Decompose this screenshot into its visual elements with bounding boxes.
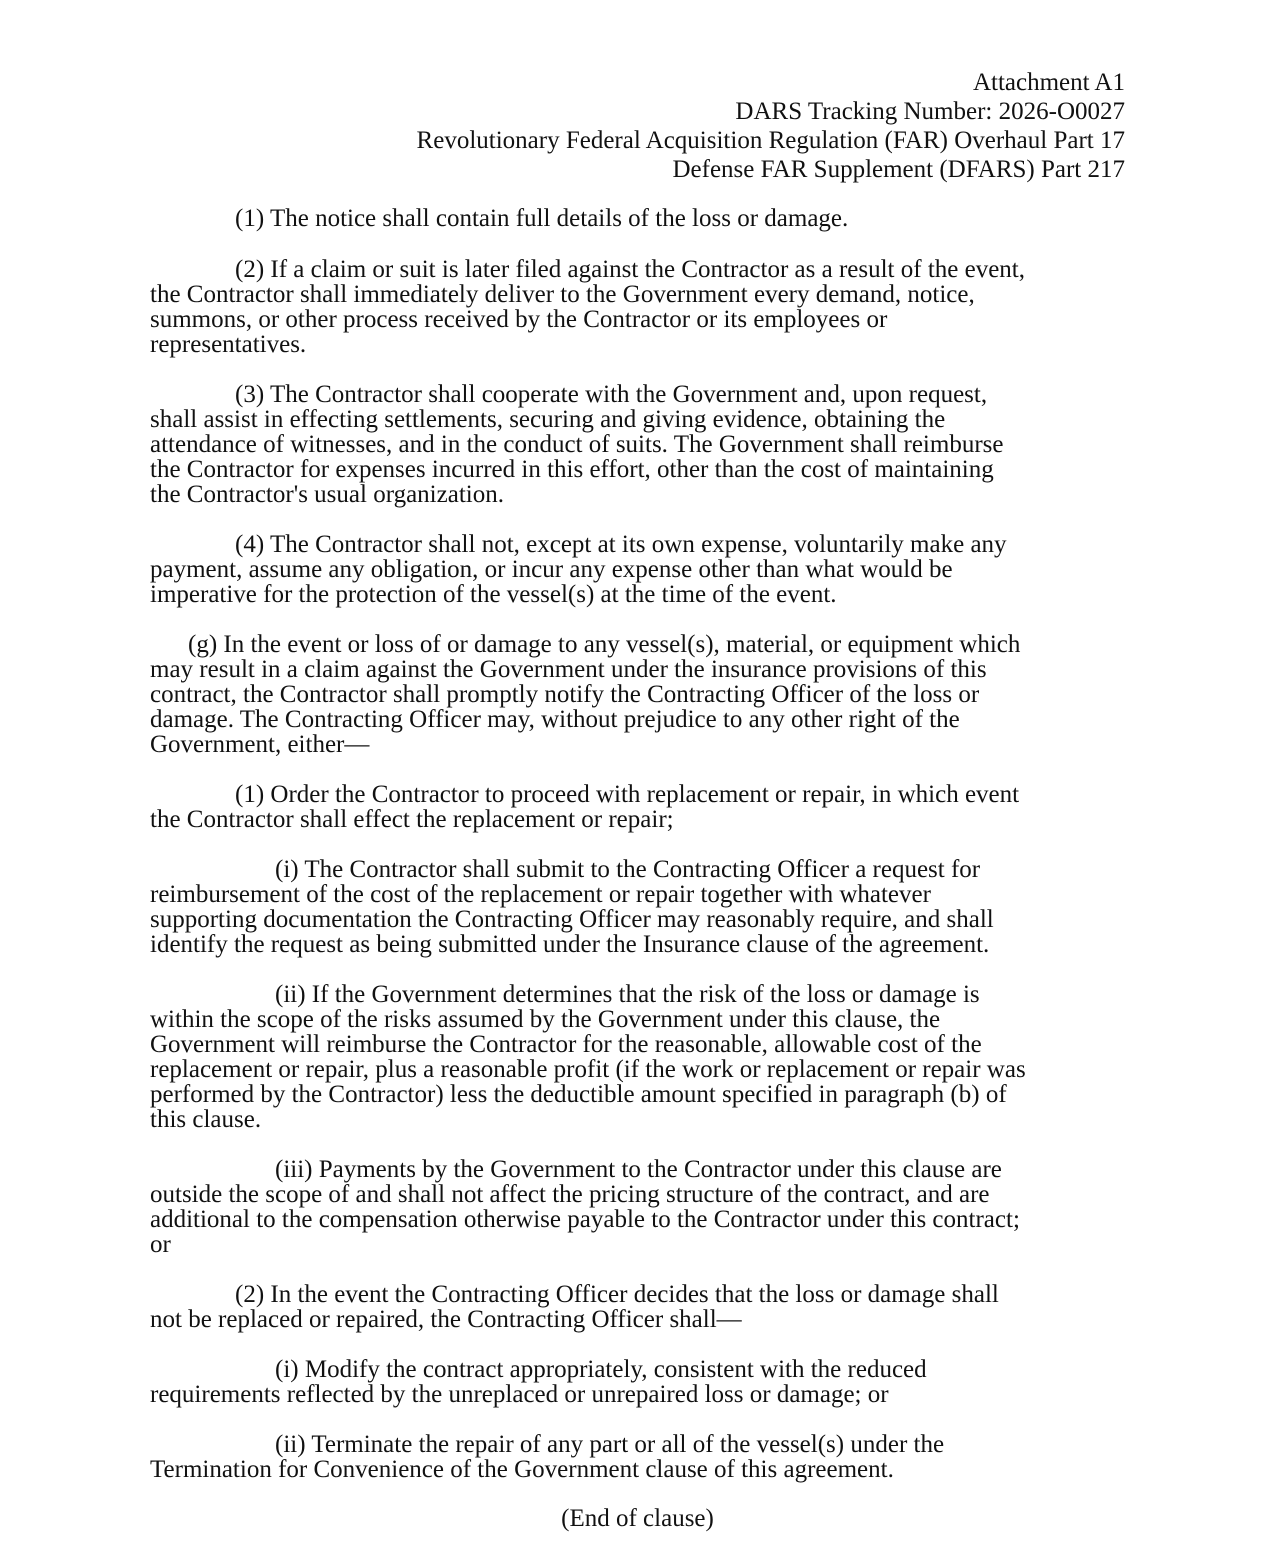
text-line: replacement or repair, plus a reasonable profit (if the work or replacement or repair was — [150, 1056, 1026, 1083]
paragraph-f-3 — [150, 382, 1130, 507]
text-line: (g) In the event or loss of or damage to any vessel(s), material, or equipment which — [188, 631, 1021, 658]
text-line: within the scope of the risks assumed by the Government under this clause, the — [150, 1006, 941, 1033]
text-line: damage. The Contracting Officer may, without prejudice to any other right of the — [150, 706, 960, 733]
text-line: supporting documentation the Contracting Officer may reasonably require, and shall — [150, 906, 994, 933]
text-line: Government, either— — [150, 731, 370, 758]
tracking-number: DARS Tracking Number: 2026-O0027 — [735, 98, 1125, 125]
text-line: or — [150, 1231, 171, 1258]
far-part-title: Revolutionary Federal Acquisition Regulation (FAR) Overhaul Part 17 — [416, 127, 1125, 154]
text-line: (2) If a claim or suit is later filed against the Contractor as a result of the event, — [235, 256, 1026, 283]
paragraph-g-1-i — [150, 857, 1130, 957]
text-line: may result in a claim against the Government under the insurance provisions of this — [150, 656, 987, 683]
text-line: (iii) Payments by the Government to the Contractor under this clause are — [275, 1156, 1002, 1183]
text-line: imperative for the protection of the vessel(s) at the time of the event. — [150, 581, 837, 608]
text-line: outside the scope of and shall not affect the pricing structure of the contract, and are — [150, 1181, 990, 1208]
paragraph-g-2-i — [150, 1357, 1130, 1407]
text-line: contract, the Contractor shall promptly notify the Contracting Officer of the loss or — [150, 681, 980, 708]
text-line: summons, or other process received by the Contractor or its employees or — [150, 306, 888, 333]
text-line: the Contractor's usual organization. — [150, 481, 504, 508]
text-line: (ii) Terminate the repair of any part or all of the vessel(s) under the — [275, 1431, 945, 1458]
text-line: (4) The Contractor shall not, except at its own expense, voluntarily make any — [235, 531, 1007, 558]
text-line: (i) The Contractor shall submit to the Contracting Officer a request for — [275, 856, 981, 883]
text-line: performed by the Contractor) less the deductible amount specified in paragraph (b) of — [150, 1081, 1007, 1108]
text-line: Government will reimburse the Contractor for the reasonable, allowable cost of the — [150, 1031, 982, 1058]
text-line: (ii) If the Government determines that the risk of the loss or damage is — [275, 981, 980, 1008]
paragraph-g-2 — [150, 1282, 1130, 1332]
text-line: reimbursement of the cost of the replacement or repair together with whatever — [150, 881, 931, 908]
text-line: the Contractor shall immediately deliver to the Government every demand, notice, — [150, 281, 975, 308]
paragraph-f-1 — [150, 206, 1130, 231]
dfars-part-title: Defense FAR Supplement (DFARS) Part 217 — [672, 156, 1125, 183]
text-line: (1) The notice shall contain full details of the loss or damage. — [235, 205, 849, 232]
paragraph-f-4 — [150, 532, 1130, 607]
paragraph-g-1-iii — [150, 1157, 1130, 1257]
text-line: additional to the compensation otherwise payable to the Contractor under this contract; — [150, 1206, 1020, 1233]
paragraph-g-1-ii — [150, 982, 1130, 1132]
text-line: payment, assume any obligation, or incur any expense other than what would be — [150, 556, 953, 583]
attachment-label: Attachment A1 — [972, 69, 1125, 96]
end-of-clause: (End of clause) — [561, 1505, 714, 1532]
text-line: (i) Modify the contract appropriately, consistent with the reduced — [275, 1356, 927, 1383]
text-line: shall assist in effecting settlements, securing and giving evidence, obtaining the — [150, 406, 946, 433]
text-line: this clause. — [150, 1106, 262, 1133]
text-line: Termination for Convenience of the Government clause of this agreement. — [150, 1456, 894, 1483]
text-line: (3) The Contractor shall cooperate with the Government and, upon request, — [235, 381, 988, 408]
text-line: not be replaced or repaired, the Contracting Officer shall— — [150, 1306, 742, 1333]
text-line: identify the request as being submitted under the Insurance clause of the agreement. — [150, 931, 990, 958]
text-line: (2) In the event the Contracting Officer decides that the loss or damage shall — [235, 1281, 999, 1308]
paragraph-g-2-ii — [150, 1432, 1130, 1482]
document-header — [417, 68, 1125, 184]
paragraph-f-2 — [150, 257, 1130, 357]
text-line: requirements reflected by the unreplaced or unrepaired loss or damage; or — [150, 1381, 889, 1408]
text-line: the Contractor shall effect the replacement or repair; — [150, 806, 674, 833]
text-line: (1) Order the Contractor to proceed with replacement or repair, in which event — [235, 781, 1020, 808]
paragraph-g-1 — [150, 782, 1130, 832]
text-line: the Contractor for expenses incurred in this effort, other than the cost of maintaining — [150, 456, 994, 483]
paragraph-g — [150, 632, 1130, 757]
text-line: representatives. — [150, 331, 307, 358]
text-line: attendance of witnesses, and in the conduct of suits. The Government shall reimburse — [150, 431, 1004, 458]
